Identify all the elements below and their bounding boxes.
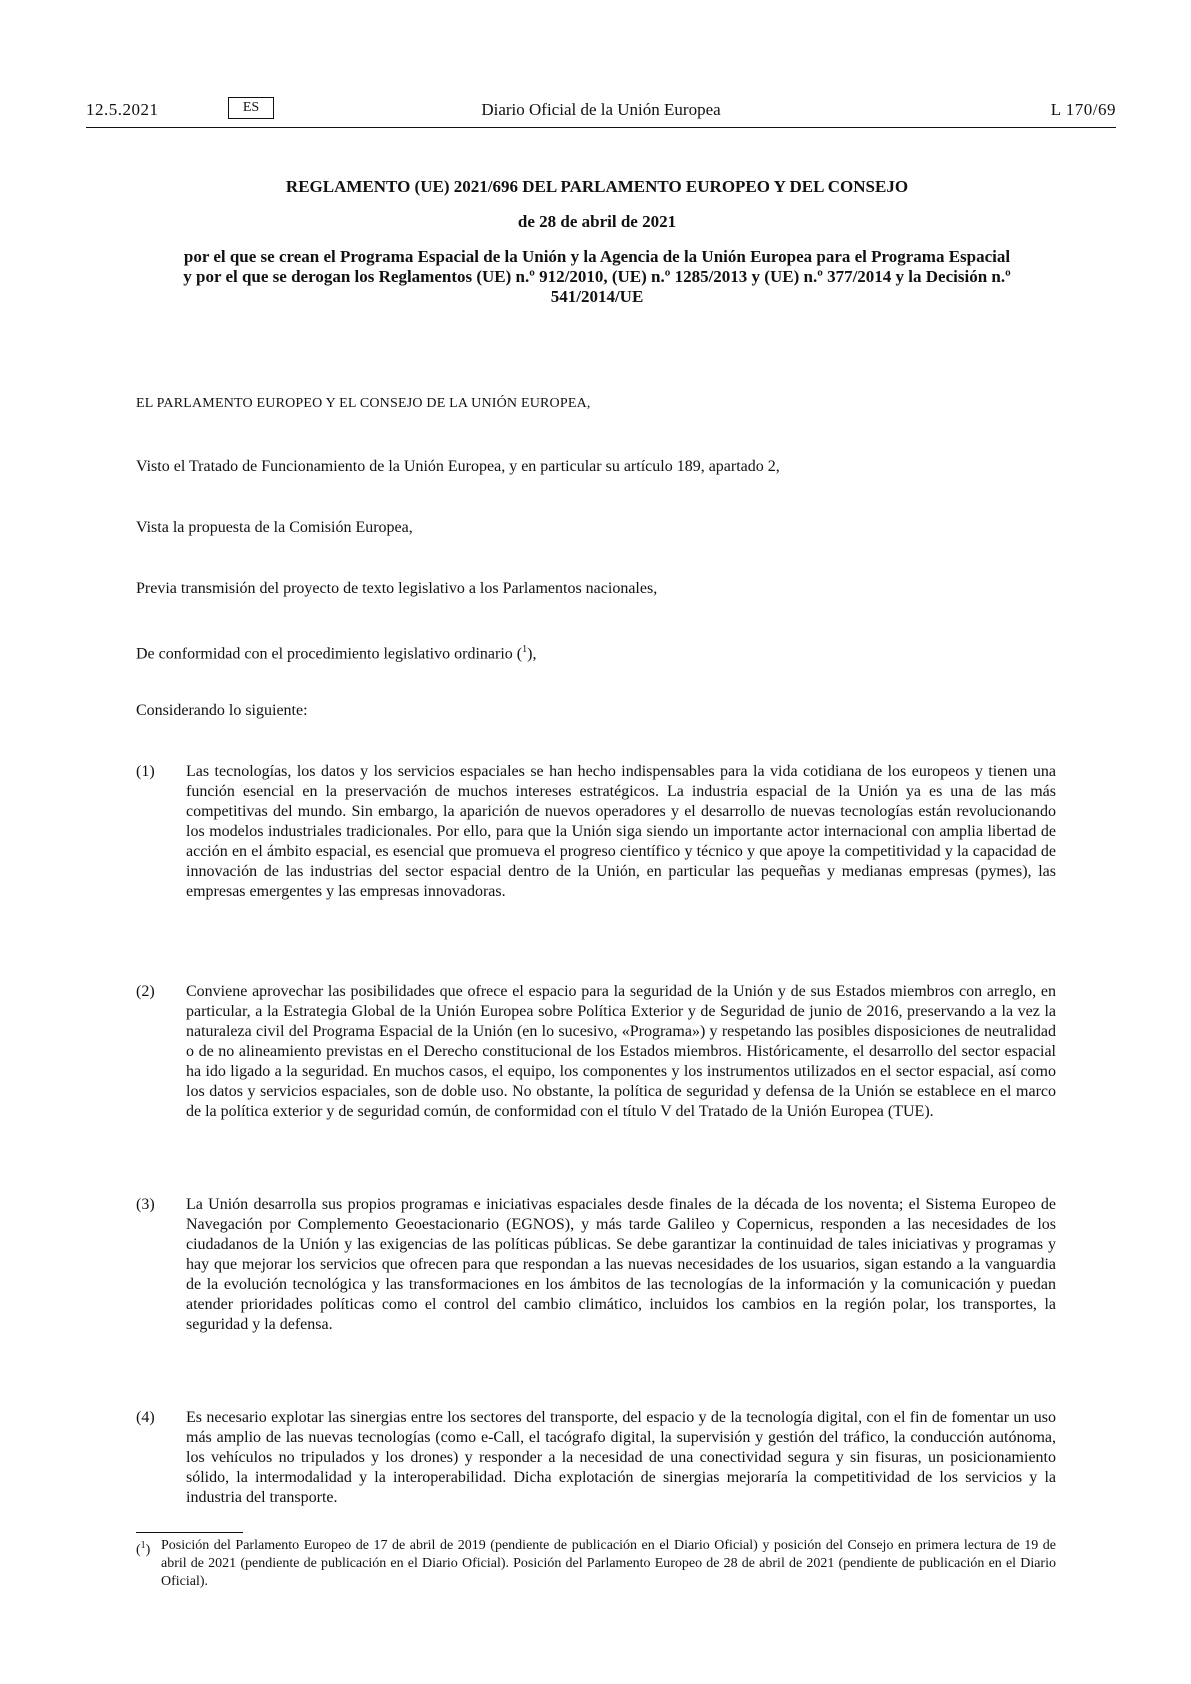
citation-proposal: Vista la propuesta de la Comisión Europea, [136,519,413,536]
footnote-reference[interactable]: 1 [522,644,528,655]
recital-number: (2) [136,983,155,1000]
whereas-intro: Considerando lo siguiente: [136,702,308,719]
footnote-text: Posición del Parlamento Europeo de 17 de abril de 2019 (pendiente de publicación en el Diario Oficial) y posición del Consejo en primera lectura de 19 de abril de 2021 (pendiente de publicación en el Diario Oficial). Posición del Parlamento Europeo de 28 de abril de 2021 (pendiente de publicación en el Diario Oficial). [161,1538,1056,1589]
regulation-title: REGLAMENTO (UE) 2021/696 DEL PARLAMENTO EUROPEO Y DEL CONSEJO [285,177,909,196]
recital-text: Conviene aprovechar las posibilidades que ofrece el espacio para la seguridad de la Unión y de sus Estados miembros con arreglo, en particular, a la Estrategia Global de la Unión Europea sobre Política Exterior y de Seguridad de junio de 2016, preservando a la vez la naturaleza civil del Programa Espacial de la Unión (en lo sucesivo, «Programa») y respetando las posibles disposiciones de neutralidad o de no alineamiento previstas en el Derecho constitucional de los Estados miembros. Históricamente, el desarrollo del sector espacial ha ido ligado a la seguridad. En muchos casos, el equipo, los componentes y los instrumentos utilizados en el sector espacial, así como los datos y servicios espaciales, son de doble uso. No obstante, la política de seguridad y defensa de la Unión se establece en el marco de la política exterior y de seguridad común, de conformidad con el título V del Tratado de la Unión Europea (TUE). [186,983,1056,1120]
recital-number: (1) [136,763,155,780]
footnote-number: ($^1$) [136,1540,151,1558]
page-header [86,97,1116,127]
header-date: 12.5.2021 [86,100,159,119]
citation-procedure-end: ), [527,645,537,663]
footnote-divider [136,1532,243,1533]
footnote-number-value: 1 [140,1540,146,1551]
language-badge: ES [228,97,274,119]
citation-procedure-text: De conformidad con el procedimiento legislativo ordinario ( [136,645,523,663]
citation-procedure [136,640,1056,664]
citation-transmission: Previa transmisión del proyecto de texto legislativo a los Parlamentos nacionales, [136,580,658,597]
journal-title: Diario Oficial de la Unión Europea [481,100,721,119]
enacting-authority: EL PARLAMENTO EUROPEO Y EL CONSEJO DE LA UNIÓN EUROPEA, [136,396,591,411]
recital-text: La Unión desarrolla sus propios programas e iniciativas espaciales desde finales de la década de los noventa; el Sistema Europeo de Navegación por Complemento Geoestacionario (EGNOS), y más tarde Galileo y Copernicus, responden a las necesidades de los ciudadanos de la Unión y las exigencias de las políticas públicas. Se debe garantizar la continuidad de tales iniciativas y programas y hay que mejorar los servicios que ofrecen para que respondan a las nuevas necesidades de los usuarios, sigan estando a la vanguardia de la evolución tecnológica y las transformaciones en los ámbitos de las tecnologías de la información y la comunicación y puedan atender prioridades políticas como el control del cambio climático, incluidos los cambios en la región polar, los transportes, la seguridad y la defensa. [186,1196,1056,1333]
regulation-date: de 28 de abril de 2021 [517,212,677,231]
recital-text: Las tecnologías, los datos y los servicios espaciales se han hecho indispensables para la vida cotidiana de los europeos y tienen una función esencial en la preservación de muchos intereses estratégicos. La industria espacial de la Unión ya es una de las más competitivas del mundo. Sin embargo, la aparición de nuevos operadores y el desarrollo de nuevas tecnologías están revolucionando los modelos industriales tradicionales. Por ello, para que la Unión siga siendo un importante actor internacional con amplia libertad de acción en el ámbito espacial, es esencial que promueva el progreso científico y técnico y que apoye la competitividad y la capacidad de innovación de las industrias del sector espacial dentro de la Unión, en particular las pequeñas y medianas empresas (pymes), las empresas emergentes y las empresas innovadoras. [186,763,1056,900]
header-divider [86,127,1116,128]
regulation-subtitle: por el que se crean el Programa Espacial de la Unión y la Agencia de la Unión Europea para el Programa Espacial y por el que se derogan los Reglamentos (UE) n.º 912/2010, (UE) n.º 1285/2013 y (UE) n.º 377/2014 y la Decisión n.º 541/2014/UE [183,247,1011,306]
recital-number: (4) [136,1409,155,1426]
citation-treaty: Visto el Tratado de Funcionamiento de la Unión Europea, y en particular su artículo 189, apartado 2, [136,458,780,475]
page-reference: L 170/69 [1050,100,1116,119]
recital-text: Es necesario explotar las sinergias entre los sectores del transporte, del espacio y de la tecnología digital, con el fin de fomentar un uso más amplio de las nuevas tecnologías (como e-Call, el tacógrafo digital, la supervisión y gestión del tráfico, la conducción autónoma, los vehículos no tripulados y los drones) y responder a la necesidad de una conectividad segura y sin fisuras, un posicionamiento sólido, la intermodalidad y la interoperabilidad. Dicha explotación de sinergias mejoraría la competitividad de los servicios y la industria del transporte. [186,1409,1056,1506]
recital-number: (3) [136,1196,155,1213]
